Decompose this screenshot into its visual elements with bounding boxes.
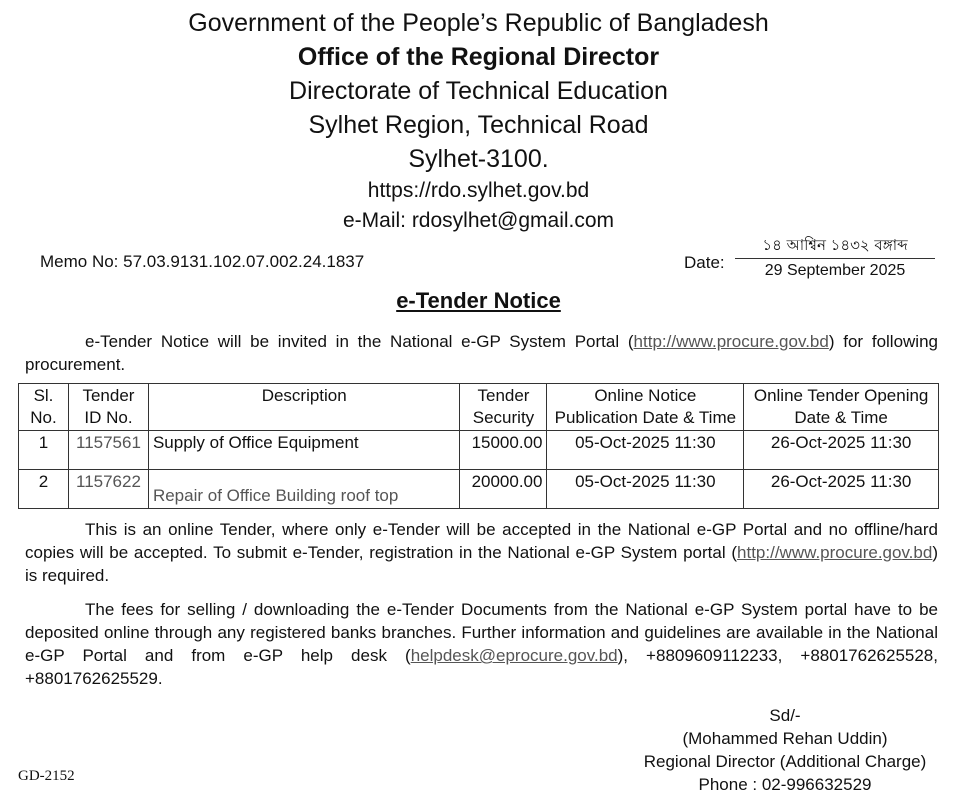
intro-text-end: ) for following procurement.	[25, 332, 938, 374]
intro-text-start: e-Tender Notice will be invited in the National e-GP System Portal (	[85, 332, 634, 351]
table-row	[19, 431, 939, 470]
row-security: 15000.00	[460, 431, 547, 470]
row-publication: 05-Oct-2025 11:30	[547, 431, 744, 470]
website-link[interactable]: https://rdo.sylhet.gov.bd	[367, 179, 590, 202]
date-english: 29 September 2025	[764, 262, 906, 279]
row-opening: 26-Oct-2025 11:30	[744, 470, 939, 509]
region-address: Sylhet Region, Technical Road	[308, 111, 649, 139]
procure-link-2[interactable]: http://www.procure.gov.bd	[737, 543, 933, 562]
para3-text-start: The fees for selling / downloading the e-Tender Documents from the National e-GP System portal have to be deposited online through any registered banks branches. Further information and guidelines are available in the National e-GP Portal and from e-GP help desk (	[25, 600, 938, 665]
para2-text-start: This is an online Tender, where only e-Tender will be accepted in the National e-GP Portal and no offline/hard copies will be accepted. To submit e-Tender, registration in the National e-GP System portal (	[25, 520, 938, 562]
email-address: e-Mail: rdosylhet@gmail.com	[342, 209, 615, 232]
table-row	[19, 470, 939, 509]
header-publication: Online Notice Publication Date & Time	[547, 384, 744, 431]
row-opening: 26-Oct-2025 11:30	[744, 431, 939, 470]
date-bangla: ১৪ আশ্বিন ১৪৩২ বঙ্গাব্দ	[735, 234, 935, 259]
row-description: Supply of Office Equipment	[148, 431, 460, 470]
date-label: Date:	[684, 253, 725, 272]
row-publication: 05-Oct-2025 11:30	[547, 470, 744, 509]
header-security: Tender Security	[460, 384, 547, 431]
row-security: 20000.00	[460, 470, 547, 509]
postal-code: Sylhet-3100.	[408, 145, 549, 173]
row-description: Repair of Office Building roof top	[148, 470, 460, 509]
tender-table	[18, 383, 939, 509]
para2-text-end: ) is required.	[25, 543, 938, 585]
date-block	[735, 234, 935, 283]
office-title: Office of the Regional Director	[297, 43, 660, 71]
signed-mark: Sd/-	[769, 706, 801, 725]
directorate-title: Directorate of Technical Education	[289, 77, 668, 105]
signatory-designation: Regional Director (Additional Charge)	[643, 752, 927, 771]
header-sl: Sl. No.	[19, 384, 69, 431]
signatory-phone: Phone : 02-996632529	[698, 775, 872, 794]
government-title: Government of the People’s Republic of Bangladesh	[188, 9, 769, 37]
footer-code: GD-2152	[18, 768, 75, 784]
row-tender-id: 1157622	[68, 470, 148, 509]
signatory-name: (Mohammed Rehan Uddin)	[682, 729, 888, 748]
header-tender-id: Tender ID No.	[68, 384, 148, 431]
para3-text-end: ), +8809609112233, +8801762625528, +8801762625529.	[25, 646, 938, 688]
letterhead	[0, 6, 957, 236]
header-opening: Online Tender Opening Date & Time	[744, 384, 939, 431]
memo-number: Memo No: 57.03.9131.102.07.002.24.1837	[40, 252, 365, 271]
row-tender-id: 1157561	[68, 431, 148, 470]
row-sl: 1	[19, 431, 69, 470]
intro-paragraph	[25, 330, 938, 376]
header-description: Description	[148, 384, 460, 431]
signature-block	[640, 704, 930, 796]
helpdesk-email-link[interactable]: helpdesk@eprocure.gov.bd	[410, 646, 618, 665]
procure-link[interactable]: http://www.procure.gov.bd	[633, 332, 829, 351]
table-header-row	[19, 384, 939, 431]
notice-title: e-Tender Notice	[396, 288, 561, 313]
fees-paragraph	[25, 598, 938, 690]
online-tender-paragraph	[25, 518, 938, 587]
row-sl: 2	[19, 470, 69, 509]
